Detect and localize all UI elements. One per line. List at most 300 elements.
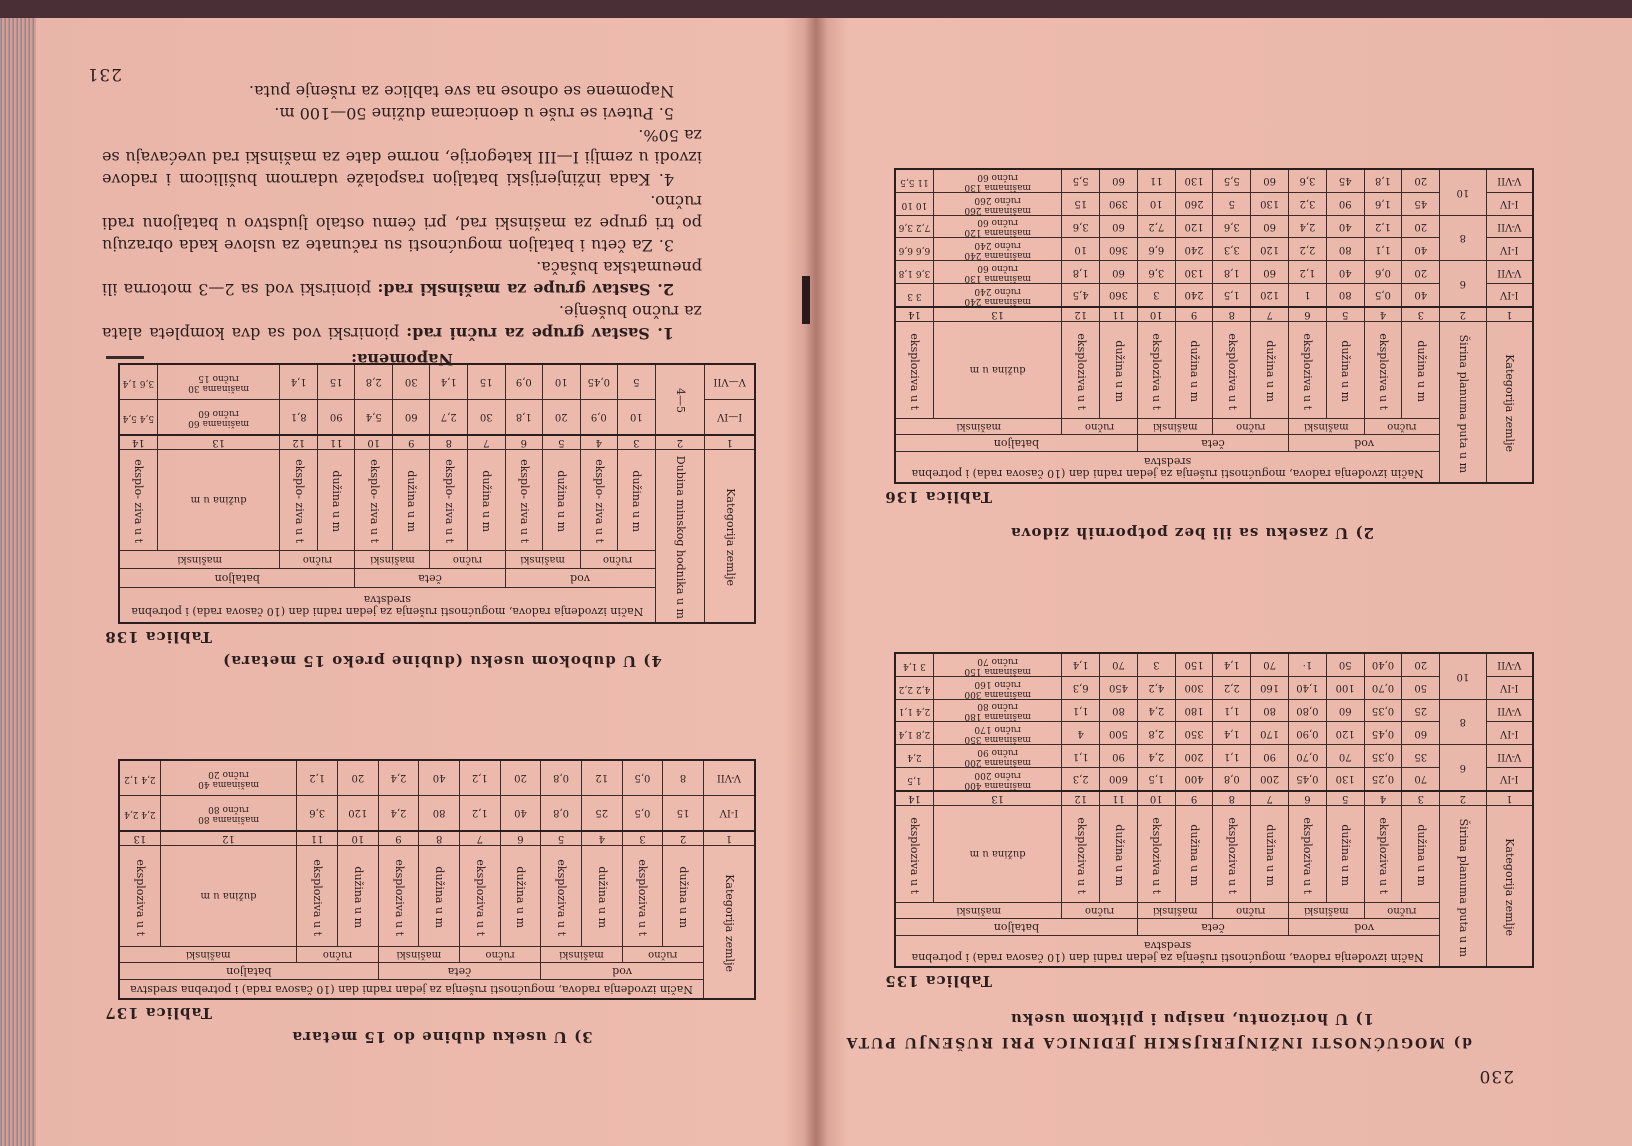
cell-sirina: 8 (1440, 215, 1486, 261)
col-eksploziva-text: eksplo- ziva u t (367, 459, 381, 544)
cell-value: 3,2 (1289, 192, 1327, 215)
cell-value: 2,4 (1289, 215, 1327, 238)
page-number: 230 (1478, 1066, 1514, 1086)
col-duzina-text: dužina u m (1414, 824, 1428, 887)
cell-kategorija: I-IV (1486, 722, 1533, 745)
cell-value: 160 (1251, 676, 1289, 699)
col-duzina-text: dužina u m (405, 470, 419, 532)
cell-value: 70 (1326, 745, 1364, 768)
col-duzina-wide: dužina u m (157, 449, 280, 550)
cell-machines-masinama: mašinama 40 (198, 778, 259, 789)
cell-value: 6,6 6,6 (895, 238, 933, 261)
cell-value: 10 (543, 364, 581, 400)
col-eksploziva-text: eksploziva u t (908, 332, 922, 410)
cell-value: 3 3 (895, 283, 933, 306)
cell-value: 2,4 (895, 745, 933, 768)
cell-value: 2,8 (1137, 722, 1175, 745)
subgroup-masinski: mašinski (119, 946, 297, 962)
column-number: 3 (1402, 791, 1440, 806)
group-vod: vod (1289, 434, 1440, 451)
cell-value: 180 (1175, 699, 1213, 722)
cell-machines-rucno: ručno 60 (977, 263, 1018, 274)
subgroup-masinski: mašinski (1137, 902, 1213, 918)
column-number: 11 (317, 435, 355, 450)
cell-value: 80 (1100, 699, 1138, 722)
cell-value: 130 (1251, 192, 1289, 215)
cell-value: 5,5 (1062, 169, 1100, 192)
cell-value: 1,1 (1062, 745, 1100, 768)
column-number: 11 (1100, 307, 1138, 322)
cell-value: 0,8 (1213, 767, 1251, 790)
cell-value: 390 (1100, 192, 1138, 215)
col-duzina (581, 845, 622, 946)
cell-value: 20 (1402, 261, 1440, 284)
col-eksploziva-text: eksploziva u t (1377, 332, 1391, 410)
col-eksploziva-text: eksploziva u t (1225, 332, 1239, 410)
notes-title: Napomena: (351, 350, 453, 369)
cell-value: 2,4 (378, 760, 419, 796)
col-duzina (1251, 321, 1289, 418)
col-eksploziva-text: eksplo- ziva u t (592, 459, 606, 544)
cell-machines-masinama: mašinama 60 (188, 417, 249, 428)
cell-value: 45 (1326, 169, 1364, 192)
cell-value: 360 (1100, 238, 1138, 261)
col-eksploziva-text: eksploziva u t (1301, 816, 1315, 894)
column-number: 5 (1326, 791, 1364, 806)
table-row (119, 399, 755, 435)
col-duzina (1326, 321, 1364, 418)
col-eksploziva-text: eksploziva u t (473, 859, 487, 936)
cell-value: 90 (317, 399, 355, 435)
col-eksploziva-text: eksploziva u t (311, 859, 325, 936)
caption-row (119, 587, 755, 623)
cell-kategorija: I-IV (1486, 283, 1533, 306)
cell-machines-rucno: ručno 170 (974, 724, 1021, 735)
cell-value: 3,6 (1062, 215, 1100, 238)
cell-value: 60 (1251, 169, 1289, 192)
col-duzina-text: dužina u m (351, 866, 365, 929)
cell-value: 200 (1175, 745, 1213, 768)
cell-machines-rucno: ručno 90 (977, 747, 1018, 758)
cell-machines (933, 699, 1061, 722)
cell-machines-masinama: mašinama 80 (198, 813, 259, 824)
cell-value: 3 (1137, 283, 1175, 306)
column-number: 14 (119, 435, 157, 450)
col-eksploziva (1213, 805, 1251, 902)
cell-value: 1,5 (895, 767, 933, 790)
table-label: Tablica 137 (104, 1004, 212, 1022)
col-eksploziva (1289, 805, 1327, 902)
cell-value: 6,6 (1137, 238, 1175, 261)
column-number: 9 (378, 831, 419, 846)
subsection-title: 1) U horizontu, nasipu i plitkom useku (1009, 1010, 1375, 1028)
col-duzina (1100, 805, 1138, 902)
subgroup-rucno: ručno (1062, 902, 1138, 918)
col-eksploziva-text: eksploziva u t (1074, 332, 1088, 410)
cell-machines (933, 653, 1061, 676)
cell-value: 0,80 (1289, 699, 1327, 722)
cell-value: 4 (1062, 722, 1100, 745)
cell-machines-masinama: mašinama 400 (964, 779, 1031, 790)
col-eksploziva (1289, 321, 1327, 418)
cell-machines (157, 399, 280, 435)
col-eksploziva (541, 845, 582, 946)
caption-row (895, 451, 1533, 483)
cell-value: 15 (317, 364, 355, 400)
cell-value: 0,40 (1364, 653, 1402, 676)
table-label: Tablica 138 (104, 628, 212, 646)
cell-value: 1,8 (505, 399, 543, 435)
col-duzina-text: dužina u m (480, 470, 494, 532)
cell-kategorija: V-VII (1486, 215, 1533, 238)
cell-kategorija: V-VII (1486, 653, 1533, 676)
cell-machines-masinama: mašinama 120 (964, 227, 1031, 238)
cell-value: 0,25 (1364, 767, 1402, 790)
kategorija-label: Kategorija zemlje (723, 874, 736, 973)
cell-value: 90 (1251, 745, 1289, 768)
group-vod: vod (1289, 918, 1440, 935)
column-number: 7 (459, 831, 500, 846)
cell-value: 0,5 (1364, 283, 1402, 306)
table-label: Tablica 135 (884, 972, 992, 990)
cell-value: 40 (1326, 215, 1364, 238)
column-number: 6 (1289, 791, 1327, 806)
cell-value: 360 (1100, 283, 1138, 306)
col-duzina (337, 845, 378, 946)
cell-machines (933, 238, 1061, 261)
col-duzina (663, 845, 704, 946)
col-duzina (468, 449, 506, 550)
cell-value: 120 (1326, 722, 1364, 745)
cell-value: 3,3 (1213, 238, 1251, 261)
cell-kategorija: I-IV (1486, 192, 1533, 215)
table-row (119, 760, 755, 796)
subgroup-rucno: ručno (1364, 902, 1440, 918)
col-duzina-wide: dužina u m (933, 321, 1061, 418)
cell-value: 70 (1251, 653, 1289, 676)
group-ceta: četa (378, 962, 541, 979)
cell-value: 11 5,5 (895, 169, 933, 192)
col-duzina (1251, 805, 1289, 902)
column-number: 4 (1364, 307, 1402, 322)
table-136 (894, 168, 1534, 484)
cell-value: 40 (419, 760, 460, 796)
column-number: 13 (933, 307, 1061, 322)
group-bataljon: bataljon (119, 962, 378, 979)
cell-value: 1,2 (459, 795, 500, 831)
cell-kategorija: V-VII (1486, 699, 1533, 722)
label-row (895, 805, 1533, 902)
col-duzina-text: dužina u m (1188, 340, 1202, 403)
cell-value: 50 (1402, 676, 1440, 699)
cell-value: 1,2 (1364, 215, 1402, 238)
cell-value: 25 (581, 795, 622, 831)
col-eksploziva-text: eksplo- ziva u t (292, 459, 306, 544)
cell-machines-masinama: mašinama 200 (964, 756, 1031, 767)
cell-value: 150 (1175, 653, 1213, 676)
col-duzina-wide: dužina u m (933, 805, 1061, 902)
cell-value: 6,3 (1062, 676, 1100, 699)
col-eksploziva (895, 805, 933, 902)
cell-machines-masinama: mašinama 350 (964, 734, 1031, 745)
cell-value: 2,8 1,4 (895, 722, 933, 745)
cell-value: 0,5 (622, 760, 663, 796)
cell-value: 90 (1100, 745, 1138, 768)
col-eksploziva (280, 449, 318, 550)
cell-machines-rucno: ručno 80 (977, 701, 1018, 712)
column-number: 9 (1175, 791, 1213, 806)
cell-value: 2,4 (1137, 745, 1175, 768)
cell-value: 3 1,4 (895, 653, 933, 676)
cell-value: 2,2 (1289, 238, 1327, 261)
sirina-label: Širina planuma puta u m (1456, 334, 1470, 473)
column-number: 9 (1175, 307, 1213, 322)
cell-value: 15 (1062, 192, 1100, 215)
cell-value: 10 (1137, 192, 1175, 215)
cell-value: 1,4 (1213, 653, 1251, 676)
column-number: 13 (119, 831, 160, 846)
cell-value: 60 (1251, 215, 1289, 238)
subgroup-rucno: ručno (430, 550, 505, 568)
col-eksploziva (1062, 321, 1100, 418)
column-number-row (119, 831, 755, 846)
cell-value: 35 (1402, 745, 1440, 768)
table-caption: Način izvođenja radova, mogućnosti rušenja za jedan radni dan (10 časova rada) i potrebna sredstva (895, 935, 1440, 967)
cell-value: 0,90 (1289, 722, 1327, 745)
cell-value: 120 (1251, 283, 1289, 306)
column-number: 3 (622, 831, 663, 846)
table-137 (118, 759, 756, 1000)
subgroup-masinski: mašinski (505, 550, 580, 568)
cell-value: 5,4 5,4 (119, 399, 157, 435)
column-number: 3 (618, 435, 656, 450)
group-bataljon: bataljon (119, 568, 355, 587)
cell-value: 0,8 (541, 760, 582, 796)
cell-machines-rucno: ručno 15 (198, 372, 239, 383)
kategorija-header (1486, 805, 1533, 967)
subgroup-rucno: ručno (1364, 418, 1440, 434)
cell-value: 2,8 (355, 364, 393, 400)
cell-machines-masinama: mašinama 130 (964, 181, 1031, 192)
label-row (119, 845, 755, 946)
column-number-row (895, 307, 1533, 322)
cell-value: 20 (1402, 653, 1440, 676)
cell-value: 11 (1137, 169, 1175, 192)
cell-value: 0,8 (541, 795, 582, 831)
cell-value: 1,1 (1213, 699, 1251, 722)
cell-value: 120 (337, 795, 378, 831)
col-duzina (500, 845, 541, 946)
kategorija-header (1486, 321, 1533, 483)
cell-value: 2,4 1,2 (119, 760, 160, 796)
column-number: 6 (1289, 307, 1327, 322)
cell-machines-masinama: mašinama 30 (188, 382, 249, 393)
table-135 (894, 652, 1534, 968)
cell-value: 0,70 (1289, 745, 1327, 768)
column-number: 4 (1364, 791, 1402, 806)
cell-value: 3,6 1,8 (895, 261, 933, 284)
column-number: 8 (1213, 791, 1251, 806)
cell-kategorija: V-VII (703, 760, 755, 796)
table-row (895, 169, 1533, 192)
column-number: 2 (655, 435, 705, 450)
col-duzina-text: dužina u m (1339, 340, 1353, 403)
cell-value: 7,2 (1137, 215, 1175, 238)
col-eksploziva (378, 845, 419, 946)
cell-machines-masinama: mašinama 240 (964, 250, 1031, 261)
cell-machines-rucno: ručno 260 (974, 194, 1021, 205)
cell-value: 1,4 (280, 364, 318, 400)
cell-value: 40 (1402, 283, 1440, 306)
cell-value: 3,6 (1137, 261, 1175, 284)
cell-value: 60 (392, 399, 430, 435)
cell-value: 80 (1251, 699, 1289, 722)
cell-value: 130 (1175, 261, 1213, 284)
column-number: 13 (157, 435, 280, 450)
note-1: 1. Sastav grupe za ručni rad: pionirski vod sa dva kompleta alata za ručno bušenje. (101, 302, 702, 343)
cell-value: 170 (1251, 722, 1289, 745)
cell-value: 1,5 (1213, 283, 1251, 306)
subgroup-masinski: mašinski (1289, 902, 1365, 918)
note-4: 4. Kada inžinjerijski bataljon raspolaže udarnom bušilicom i radove izvodi u zemlji I—III kategorije, norme date za mašinski rad uvećavaju se za 50%. (102, 126, 702, 189)
table-caption: Način izvođenja radova, mogućnosti rušenja za jedan radni dan (10 časova rada) i potrebna sredstva (119, 979, 703, 999)
col-eksploziva-text: eksplo- ziva u t (442, 459, 456, 544)
column-number-row (119, 435, 755, 450)
section-heading: d) MOGUĆNOSTI INŽINJERIJSKIH JEDINICA PRI RUŠENJU PUTA (844, 1034, 1472, 1050)
col-eksploziva-text: eksploziva u t (1074, 816, 1088, 894)
cell-value: 500 (1100, 722, 1138, 745)
column-number: 8 (430, 435, 468, 450)
col-duzina (1326, 805, 1364, 902)
cell-machines-masinama: mašinama 240 (964, 295, 1031, 306)
cell-machines-rucno: ručno 60 (977, 171, 1018, 182)
col-duzina (1100, 321, 1138, 418)
column-number: 13 (933, 791, 1061, 806)
column-number: 12 (1062, 791, 1100, 806)
table-row (895, 653, 1533, 676)
group-bataljon: bataljon (895, 918, 1137, 935)
table-row (895, 215, 1533, 238)
col-duzina-text: dužina u m (677, 866, 691, 929)
col-duzina (1402, 805, 1440, 902)
column-number: 1 (703, 831, 755, 846)
col-eksploziva (1062, 805, 1100, 902)
sub-row (895, 418, 1533, 434)
col-duzina-text: dužina u m (1263, 340, 1277, 403)
cell-value: 2,4 2,4 (119, 795, 160, 831)
caption-row (119, 979, 755, 999)
cell-value: 4,2 2,2 (895, 676, 933, 699)
column-number-row (895, 791, 1533, 806)
sirina-label: Širina planuma puta u m (1456, 818, 1470, 957)
column-number: 14 (895, 307, 933, 322)
table-138 (118, 363, 756, 624)
subgroup-rucno: ručno (459, 946, 540, 962)
group-row (895, 918, 1533, 935)
col-eksploziva (459, 845, 500, 946)
table-row (895, 699, 1533, 722)
cell-machines-masinama: mašinama 180 (964, 711, 1031, 722)
cell-machines (933, 745, 1061, 768)
cell-value: 60 (1100, 169, 1138, 192)
cell-value: 1,2 (1289, 261, 1327, 284)
col-eksploziva-text: eksploziva u t (636, 859, 650, 936)
table-row (119, 795, 755, 831)
cell-kategorija: V-VII (1486, 169, 1533, 192)
column-number: 8 (419, 831, 460, 846)
column-number: 11 (1100, 791, 1138, 806)
cell-value: 2,2 (1213, 676, 1251, 699)
cell-sirina: 10 (1440, 653, 1486, 699)
column-number: 5 (1326, 307, 1364, 322)
group-ceta: četa (355, 568, 505, 587)
column-number: 6 (500, 831, 541, 846)
group-vod: vod (541, 962, 704, 979)
cell-value: 25 (1402, 699, 1440, 722)
cell-value: 45 (1402, 192, 1440, 215)
table-row (895, 676, 1533, 699)
cell-value: 130 (1326, 767, 1364, 790)
subgroup-rucno: ručno (1062, 418, 1138, 434)
cell-value: 40 (1402, 238, 1440, 261)
sub-row (895, 902, 1533, 918)
col-eksploziva-text: eksploziva u t (1377, 816, 1391, 894)
cell-machines (933, 676, 1061, 699)
cell-value: 0,9 (580, 399, 618, 435)
cell-machines (933, 192, 1061, 215)
cell-value: 8 (663, 760, 704, 796)
col-eksploziva-text: eksploziva u t (133, 859, 147, 936)
cell-value: 40 (1326, 261, 1364, 284)
col-eksploziva (1364, 321, 1402, 418)
column-number: 2 (1440, 307, 1486, 322)
col-duzina-text: dužina u m (1339, 824, 1353, 887)
column-number: 10 (1137, 791, 1175, 806)
cell-value: 3,6 1,4 (119, 364, 157, 400)
col-duzina (543, 449, 581, 550)
page-230 (817, 0, 1632, 1146)
cell-value: 20 (500, 760, 541, 796)
cell-value: 60 (1402, 722, 1440, 745)
column-number: 14 (895, 791, 933, 806)
cell-kategorija: I-IV (1486, 767, 1533, 790)
cell-value: 3,6 (1289, 169, 1327, 192)
cell-value: 0,35 (1364, 745, 1402, 768)
subsection-title: 2) U zaseku sa ili bez potpornih zidova (1010, 524, 1374, 542)
column-number: 4 (580, 435, 618, 450)
cell-value: 2,7 (430, 399, 468, 435)
col-duzina (392, 449, 430, 550)
col-eksploziva-text: eksploziva u t (392, 859, 406, 936)
col-eksploziva-text: eksploziva u t (1150, 816, 1164, 894)
col-eksploziva (505, 449, 543, 550)
cell-value: 240 (1175, 283, 1213, 306)
cell-value: 260 (1175, 192, 1213, 215)
cell-value: 15 (663, 795, 704, 831)
subgroup-rucno: ručno (580, 550, 655, 568)
cell-value: 1,5 (1137, 767, 1175, 790)
col-eksploziva-text: eksploziva u t (1225, 816, 1239, 894)
col-duzina-text: dužina u m (514, 866, 528, 929)
column-number: 8 (1213, 307, 1251, 322)
cell-value: 1,40 (1289, 676, 1327, 699)
cell-value: 2,4 (378, 795, 419, 831)
cell-machines-masinama: mašinama 260 (964, 204, 1031, 215)
notes-block (102, 80, 702, 370)
cell-kategorija: V—VII (705, 364, 755, 400)
table-row (895, 767, 1533, 790)
col-eksploziva (119, 449, 157, 550)
